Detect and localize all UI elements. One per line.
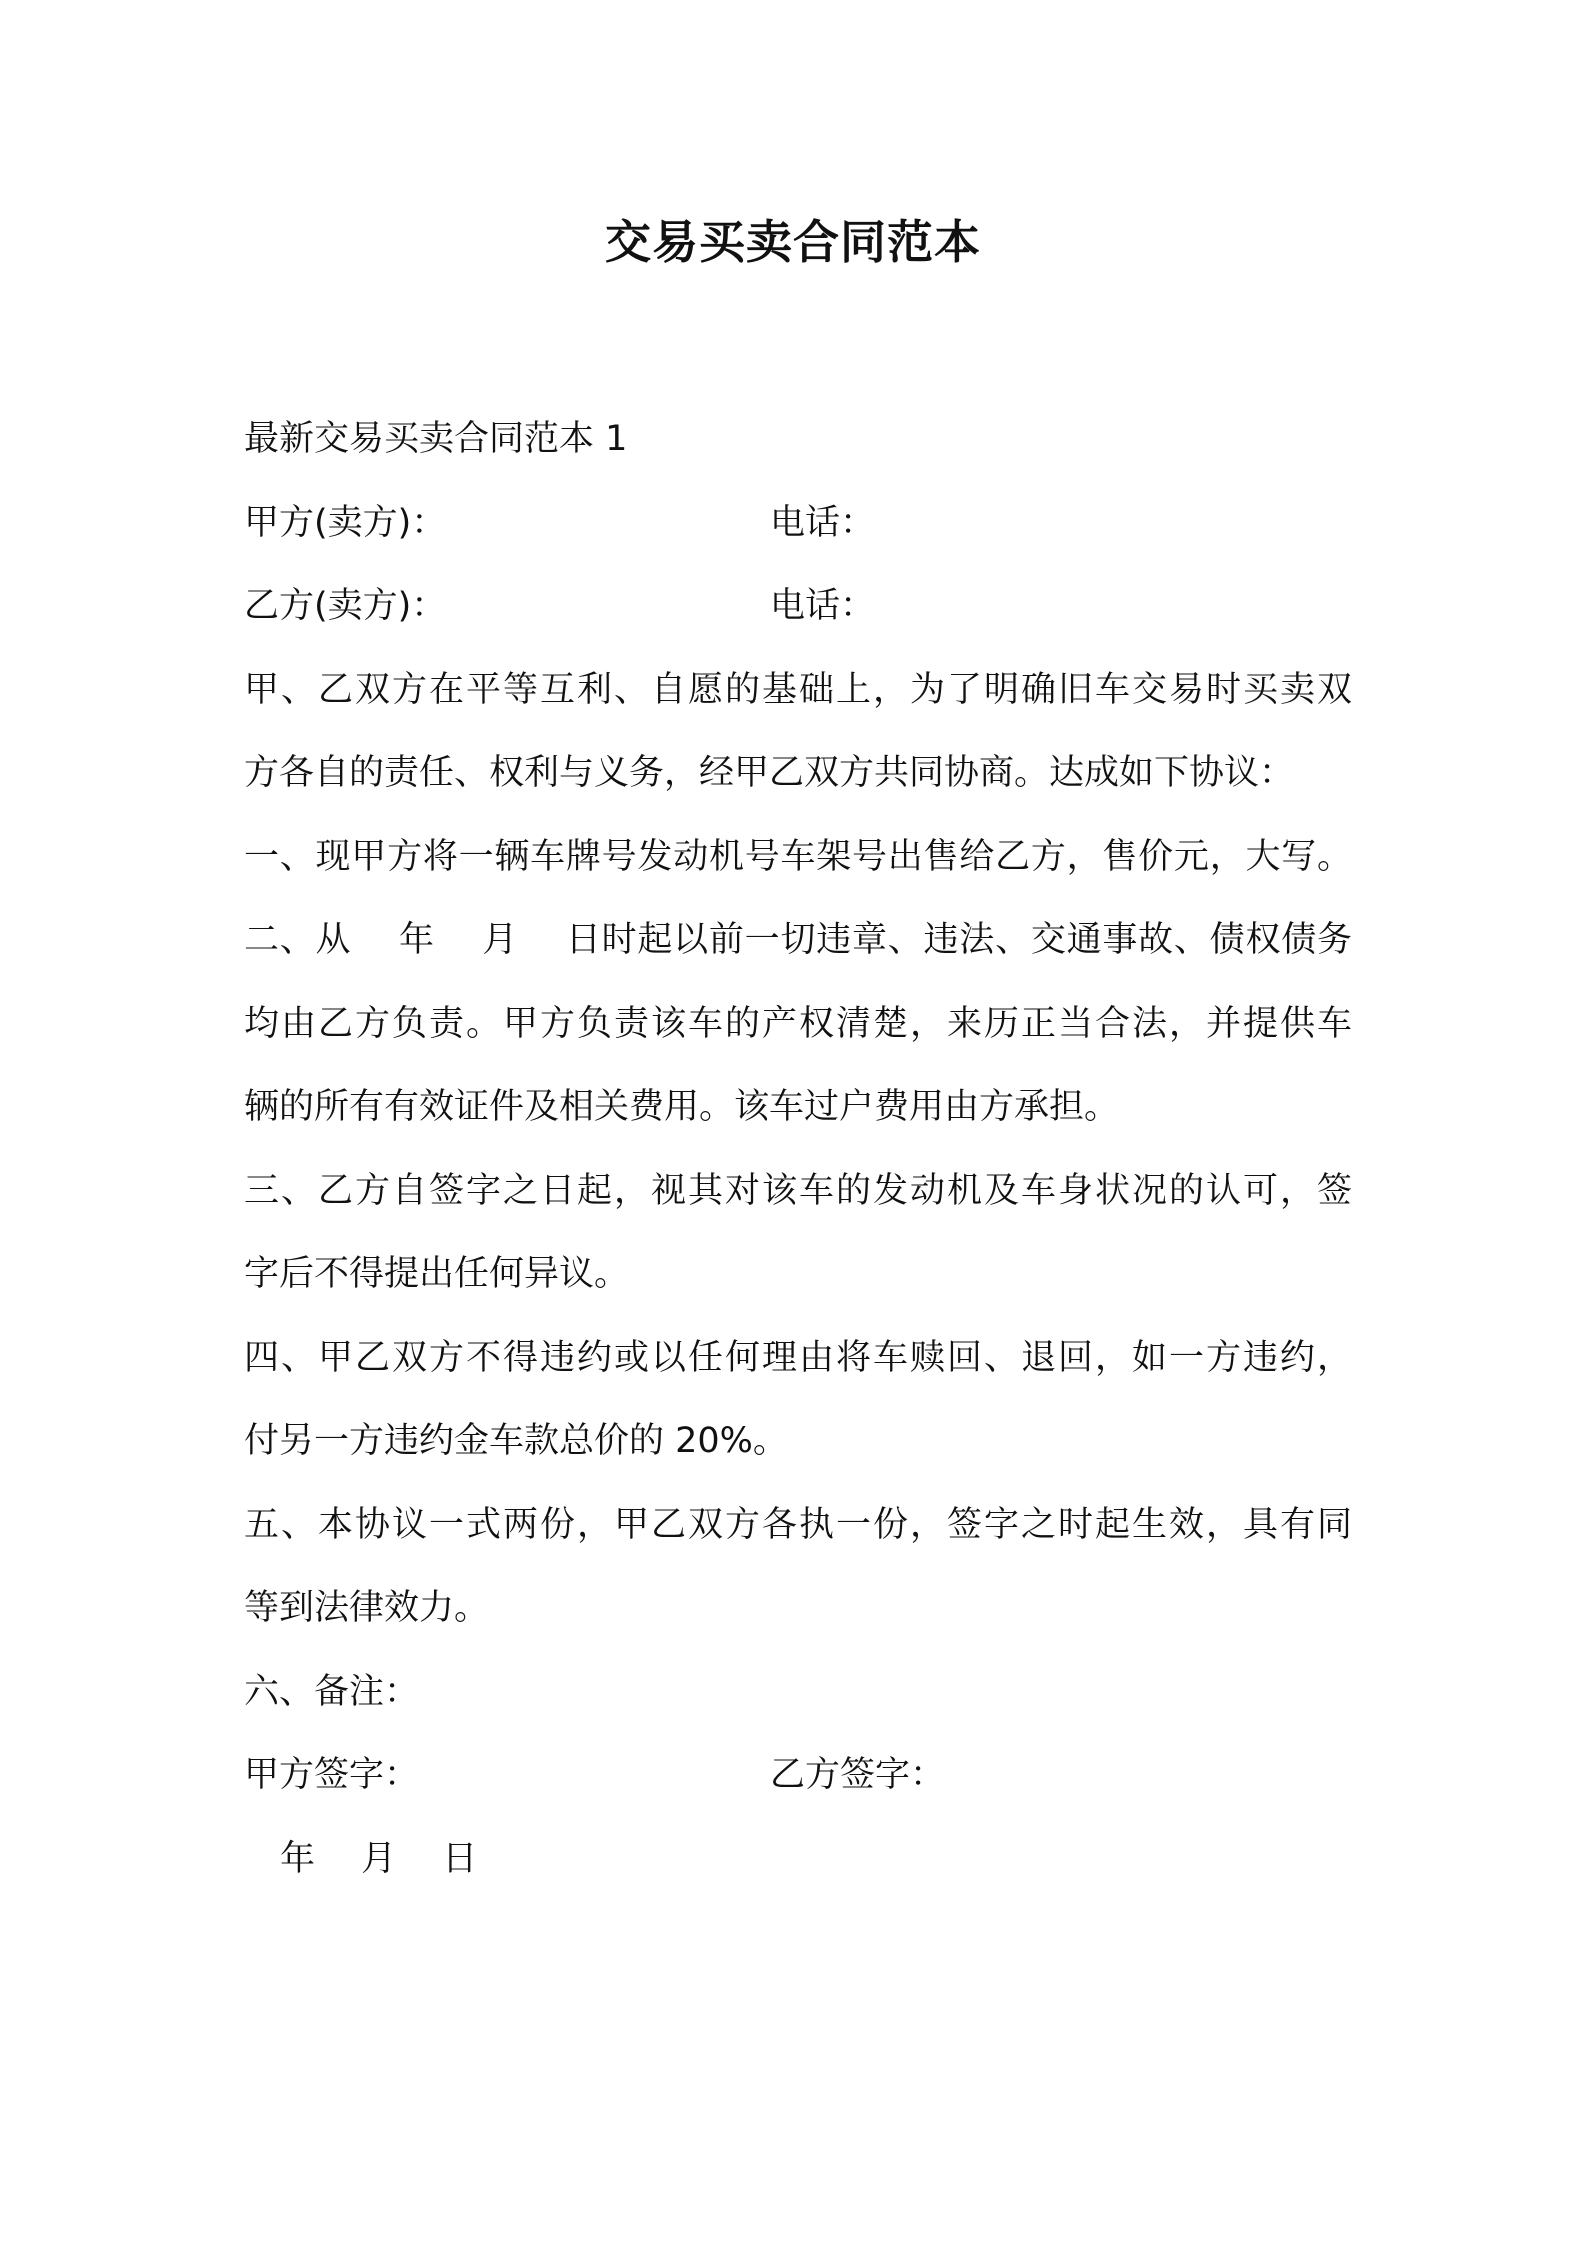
intro-paragraph-line-1: 甲、乙双方在平等互利、自愿的基础上，为了明确旧车交易时买卖双 — [244, 670, 1352, 710]
clause-2-line-1: 二、从 年 月 日时起以前一切违章、违法、交通事故、债权债务 — [244, 920, 1352, 960]
party-a-label: 甲方(卖方)： — [244, 503, 447, 543]
intro-paragraph-line-2: 方各自的责任、权利与义务，经甲乙双方共同协商。达成如下协议： — [244, 753, 1295, 793]
document-title: 交易买卖合同范本 — [605, 215, 981, 269]
party-a-phone-label: 电话： — [770, 503, 876, 543]
party-b-label: 乙方(卖方)： — [244, 586, 447, 626]
clause-3-line-1: 三、乙方自签字之日起，视其对该车的发动机及车身状况的认可，签 — [244, 1171, 1352, 1211]
party-b-signature-label: 乙方签字： — [770, 1755, 946, 1795]
clause-4-line-1: 四、甲乙双方不得违约或以任何理由将车赎回、退回，如一方违约， — [244, 1338, 1352, 1378]
clause-1-line-1: 一、现甲方将一辆车牌号发动机号车架号出售给乙方，售价元，大写。 — [244, 837, 1352, 877]
clause-2-line-2: 均由乙方负责。甲方负责该车的产权清楚，来历正当合法，并提供车 — [244, 1004, 1352, 1044]
clause-2-line-3: 辆的所有有效证件及相关费用。该车过户费用由方承担。 — [244, 1087, 1120, 1127]
clause-6-remarks: 六、备注： — [244, 1672, 420, 1712]
clause-5-line-2: 等到法律效力。 — [244, 1588, 490, 1628]
clause-4-line-2: 付另一方违约金车款总价的 20%。 — [244, 1421, 788, 1461]
clause-3-line-2: 字后不得提出任何异议。 — [244, 1254, 630, 1294]
document-subtitle: 最新交易买卖合同范本 1 — [244, 419, 628, 459]
clause-5-line-1: 五、本协议一式两份，甲乙双方各执一份，签字之时起生效，具有同 — [244, 1505, 1352, 1545]
party-b-phone-label: 电话： — [770, 586, 876, 626]
party-a-signature-label: 甲方签字： — [244, 1755, 420, 1795]
signature-date-line: 年 月 日 — [280, 1839, 478, 1879]
